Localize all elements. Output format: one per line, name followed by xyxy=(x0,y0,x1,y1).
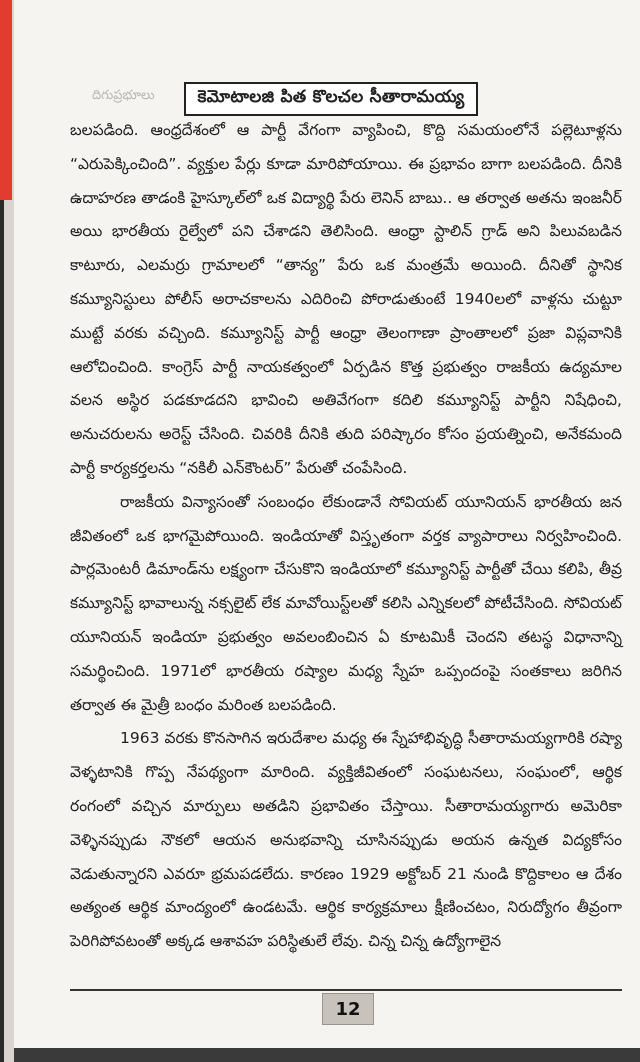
page-number: 12 xyxy=(335,998,361,1020)
paragraph-3: 1963 వరకు కొనసాగిన ఇరుదేశాల మధ్య ఈ స్నేహాభివృద్ధి సీతారామయ్యగారికి రష్యా వెళ్ళటానికి గొప్ప నేపథ్యంగా మారింది. వ్యక్తిజీవితంలో సంఘటనలు, సంఘంలో, ఆర్థిక రంగంలో వచ్చిన మార్పులు అతడిని ప్రభావితం చేస్తాయి. సీతారామయ్యగారు అమెరికా వెళ్ళినప్పుడు నౌకలో ఆయన అనుభవాన్ని చూసినప్పుడు అయన ఉన్నత విద్యకోసం వెడుతున్నారని ఎవరూ భ్రమపడలేదు. కారణం 1929 అక్టోబర్ 21 నుండి కొద్దికాలం ఆ దేశం అత్యంత ఆర్థిక మాంద్యంలో ఉండటమే. ఆర్థిక కార్యక్రమాలు క్షీణించటం, నిరుద్యోగం తీవ్రంగా పెరిగిపోవటంతో అక్కడ ఆశావహ పరిస్థితులే లేవు. చిన్న చిన్న ఉద్యోగాలైన xyxy=(70,729,622,951)
paragraph-2: రాజకీయ విన్యాసంతో సంబంధం లేకుండానే సోవియట్ యూనియన్ భారతీయ జన జీవితంలో ఒక భాగమైపోయింది. ఇండియాతో విస్తృతంగా వర్తక వ్యాపారాలు నిర్వహించింది. పార్లమెంటరీ డిమాండ్‌ను లక్ష్యంగా చేసుకొని ఇండియాలో కమ్యూనిస్ట్ పార్టీతో చేయి కలిపి, తీవ్ర కమ్యూనిస్ట్ భావాలున్న నక్సలైట్ లేక మావోయిస్ట్‌లతో కలిసి ఎన్నికలలో పోటీచేసింది. సోవియట్ యూనియన్ ఇండియా ప్రభుత్వం అవలంబించిన ఏ కూటమికీ చెందని తటస్థ విధానాన్ని సమర్థించింది. 1971లో భారతీయ రష్యాల మధ్య స్నేహ ఒప్పందంపై సంతకాలు జరిగిన తర్వాత ఈ మైత్రీ బంధం మరింత బలపడింది. xyxy=(70,492,622,714)
page-bottom-edge xyxy=(14,1048,640,1062)
page-number-box xyxy=(322,993,374,1025)
running-title-box xyxy=(184,82,478,116)
body-text xyxy=(70,114,622,959)
running-title: కెమోటాలజి పిత కొలచల సీతారామయ్య xyxy=(197,87,465,107)
paragraph-1: బలపడింది. ఆంధ్రదేశంలో ఆ పార్టీ వేగంగా వ్యాపించి, కొద్ది సమయంలోనే పల్లెటూళ్లను “ఎరుపెక్కించింది”. వ్యక్తుల పేర్లు కూడా మారిపోయాయి. ఈ ప్రభావం బాగా బలపడింది. దీనికి ఉదాహరణ తాడంకి హైస్కూల్‌లో ఒక విద్యార్థి పేరు లెనిన్ బాబు.. ఆ తర్వాత అతను ఇంజనీర్ అయి భారతీయ రైల్వేలో పని చేశాడని తెలిసింది. ఆంధ్రా స్టాలిన్ గ్రాడ్ అని పిలువబడిన కాటూరు, ఎలమర్రు గ్రామాలలో “తాన్య” పేరు ఒక మంత్రమే అయింది. దీనితో స్థానిక కమ్యూనిస్టులు పోలీస్ అరాచకాలను ఎదిరించి పోరాడుతుంటే 1940లలో వాళ్లను చుట్టూ ముట్టే వరకు వచ్చింది. కమ్యూనిస్ట్ పార్టీ ఆంధ్రా తెలంగాణా ప్రాంతాలలో ప్రజా విప్లవానికి ఆలోచించింది. కాంగ్రెస్ పార్టీ నాయకత్వంలో ఏర్పడిన కొత్త ప్రభుత్వం రాజకీయ ఉద్యమాల వలన అస్థిర పడకూడదని భావించి అతివేగంగా కదిలి కమ్యూనిస్ట్ పార్టీని నిషేధించి, అనుచరులను అరెస్ట్ చేసింది. చివరికి దీనికి తుది పరిష్కారం కోసం ప్రయత్నించి, అనేకమంది పార్టీ కార్యకర్తలను “నకిలీ ఎన్‌కౌంటర్” పేరుతో చంపేసింది. xyxy=(70,121,622,477)
footer-rule xyxy=(70,989,622,991)
red-cover-tab xyxy=(0,0,12,200)
show-through-heading: దిగుప్రభూలు xyxy=(92,88,155,103)
